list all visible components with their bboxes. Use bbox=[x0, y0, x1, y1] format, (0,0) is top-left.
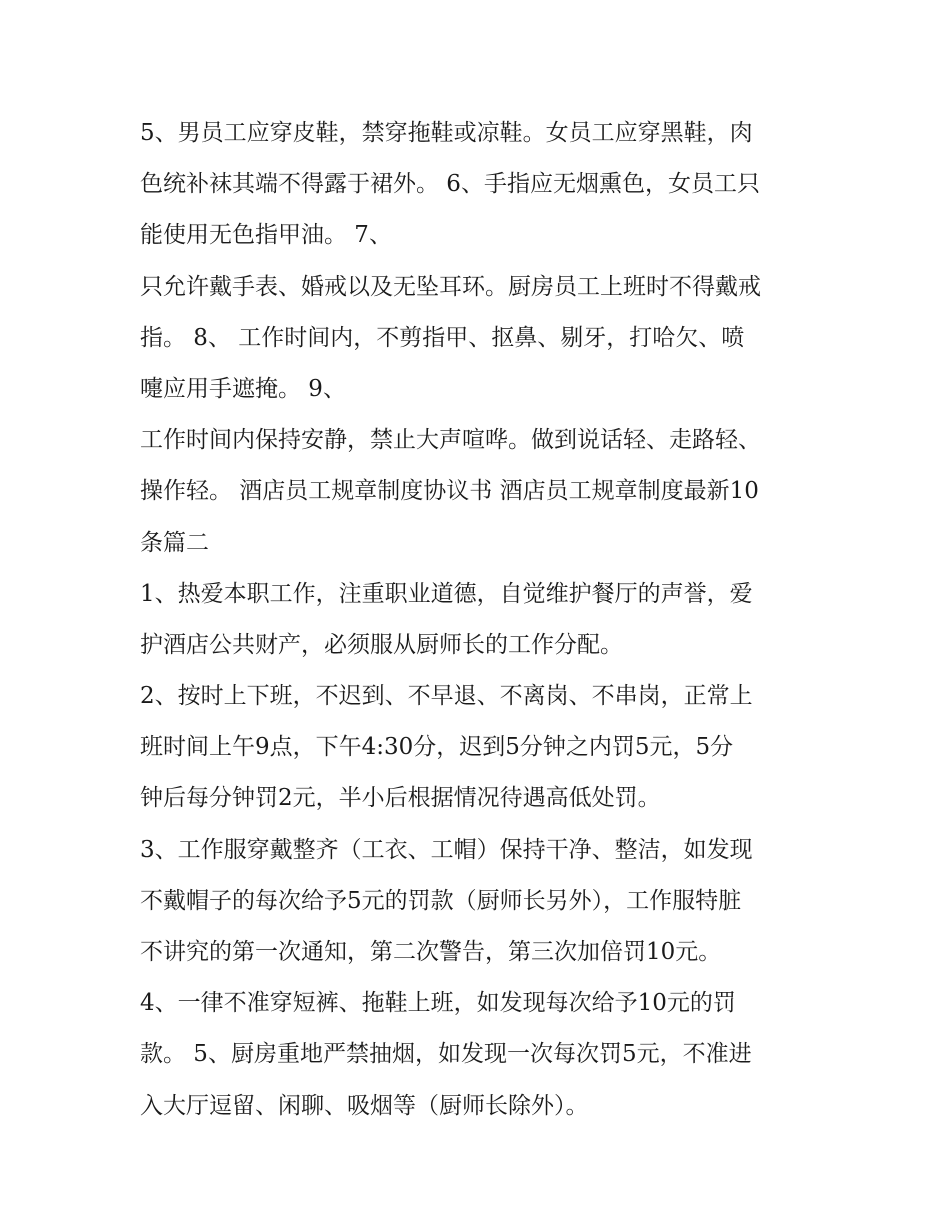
text-line: 3、工作服穿戴整齐（工衣、工帽）保持干净、整洁，如发现 bbox=[140, 836, 753, 863]
text-line: 工作时间内保持安静，禁止大声喧哗。做到说话轻、走路轻、 bbox=[140, 427, 761, 454]
text-line: 5、男员工应穿皮鞋，禁穿拖鞋或凉鞋。女员工应穿黑鞋，肉 bbox=[140, 120, 753, 146]
text-line: 4、一律不准穿短裤、拖鞋上班，如发现每次给予10元的罚 bbox=[140, 990, 736, 1017]
text-line: 操作轻。 酒店员工规章制度协议书 酒店员工规章制度最新10 bbox=[140, 478, 759, 505]
document-body bbox=[140, 108, 820, 1132]
text-line: 不讲究的第一次通知，第二次警告，第三次加倍罚10元。 bbox=[140, 939, 722, 965]
text-line: 护酒店公共财产，必须服从厨师长的工作分配。 bbox=[140, 631, 623, 658]
text-line: 不戴帽子的每次给予5元的罚款（厨师长另外），工作服特脏 bbox=[140, 887, 742, 914]
text-line: 入大厅逗留、闲聊、吸烟等（厨师长除外）。 bbox=[140, 1092, 589, 1119]
text-line: 色统补袜其端不得露于裙外。 6、手指应无烟熏色，女员工只 bbox=[140, 171, 760, 198]
text-line: 能使用无色指甲油。 7、 bbox=[140, 222, 392, 249]
text-line: 只允许戴手表、婚戒以及无坠耳环。厨房员工上班时不得戴戒 bbox=[140, 273, 761, 300]
text-line: 1、热爱本职工作，注重职业道德，自觉维护餐厅的声誉，爱 bbox=[140, 580, 753, 607]
text-line: 2、按时上下班，不迟到、不早退、不离岗、不串岗，正常上 bbox=[140, 683, 753, 710]
text-line: 嚏应用手遮掩。 9、 bbox=[140, 375, 346, 402]
text-line: 钟后每分钟罚2元，半小后根据情况待遇高低处罚。 bbox=[140, 785, 661, 812]
text-line: 班时间上午9点，下午4:30分，迟到5分钟之内罚5元，5分 bbox=[140, 734, 734, 761]
text-line: 指。 8、 工作时间内，不剪指甲、抠鼻、剔牙，打哈欠、喷 bbox=[140, 324, 745, 351]
text-line: 条篇二 bbox=[140, 529, 209, 556]
text-line: 款。 5、厨房重地严禁抽烟，如发现一次每次罚5元，不准进 bbox=[140, 1041, 752, 1068]
